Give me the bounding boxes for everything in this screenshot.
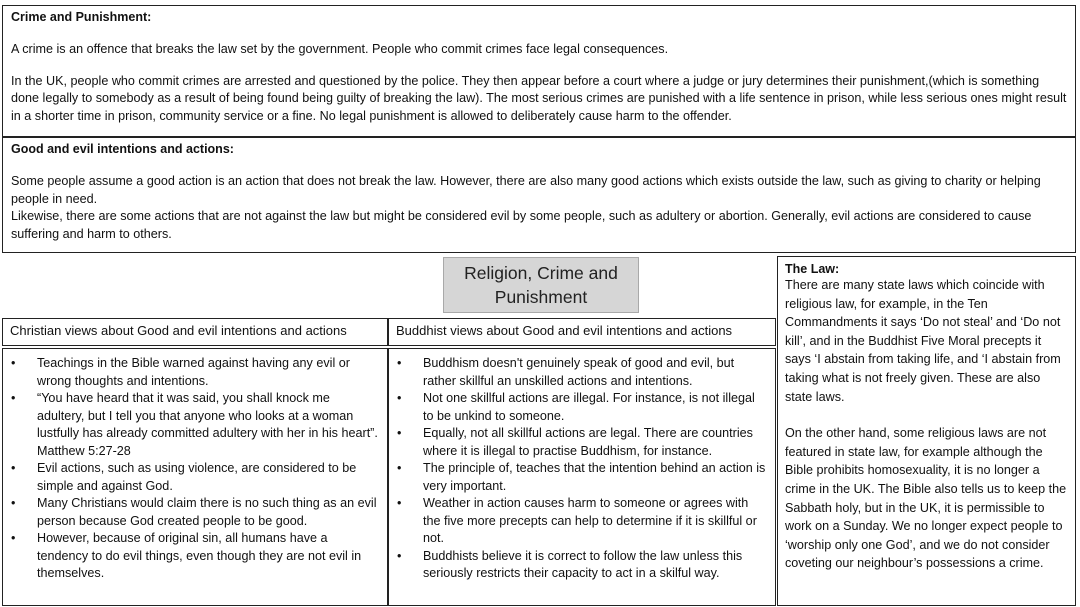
christian-views-header: Christian views about Good and evil intentions and actions [2, 318, 388, 346]
topic-title-box [443, 257, 639, 313]
bullet-icon: • [11, 531, 16, 545]
good-evil-paragraph-1: Some people assume a good action is an action that does not break the law. However, there are also many good actions which exists outside the law, such as giving to charity or helping people in need. [11, 174, 1041, 206]
topic-title-line-1: Religion, Crime and [464, 263, 618, 283]
law-heading: The Law: [785, 262, 840, 276]
bullet-icon: • [397, 356, 402, 370]
good-evil-section [2, 137, 1076, 253]
bullet-icon: • [11, 496, 16, 510]
list-item: • Buddhists believe it is correct to follow the law unless this seriously restricts their capacity to act in a skilful way. [397, 548, 743, 580]
law-paragraph-2: On the other hand, some religious laws are not featured in state law, for example although the Bible prohibits homosexuality, it is no longer a crime in the UK. The Bible also tells us to keep the Sabbath holy, but in the UK, it is permissible to work on a Sunday. We no longer expect people to ‘worship only one God’, and we do not consider coveting our neighbour’s possessions a crime. [785, 426, 1067, 571]
bullet-icon: • [397, 461, 402, 475]
list-item: • Evil actions, such as using violence, are considered to be simple and against God. [11, 461, 357, 493]
list-item: • Buddhism doesn't genuinely speak of good and evil, but rather skillful an unskilled actions and intentions. [397, 356, 735, 388]
bullet-icon: • [11, 461, 16, 475]
the-law-section [777, 256, 1076, 606]
list-item: • Weather in action causes harm to someone or agrees with the five more precepts can help to determine if it is skillful or not. [397, 496, 757, 545]
bullet-icon: • [11, 391, 16, 405]
list-item: • Many Christians would claim there is no such thing as an evil person because God created people to be good. [11, 496, 377, 528]
crime-paragraph-1: A crime is an offence that breaks the law set by the government. People who commit crimes face legal consequences. [11, 42, 669, 56]
bullet-icon: • [397, 496, 402, 510]
buddhist-views-header: Buddhist views about Good and evil intentions and actions [388, 318, 776, 346]
good-evil-paragraph-2: Likewise, there are some actions that are not against the law but might be considered evil by some people, such as adultery or abortion. Generally, evil actions are considered to cause suffering and harm to others. [11, 209, 1032, 241]
law-paragraph-1: There are many state laws which coincide with religious law, for example, in the Ten Commandments it says ‘Do not steal’ and ‘Do not kill’, and in the Buddhist Five Moral precepts it says ‘I abstain from taking life, and ‘I abstain from taking what is not freely given. These are also state laws. [785, 278, 1061, 404]
list-item: • “You have heard that it was said, you shall knock me adultery, but I tell you that anyone who looks at a woman lustfully has already committed adultery with her in his heart”. Matthew 5:27-28 [11, 391, 378, 458]
list-item: • Teachings in the Bible warned against having any evil or wrong thoughts and intentions. [11, 356, 350, 388]
crime-paragraph-2: In the UK, people who commit crimes are arrested and questioned by the police. They then appear before a court where a judge or jury determines their punishment,(which is something done legally to somebody as a result of being found being guilty of breaking the law). The most serious crimes are punished with a life sentence in prison, while less serious ones might result in a shorter time in prison, community service or a fine. No legal punishment is allowed to deliberately cause harm to the offender. [11, 73, 1067, 123]
crime-heading: Crime and Punishment: [11, 10, 152, 24]
christian-views-list [2, 348, 388, 606]
list-item: • However, because of original sin, all humans have a tendency to do evil things, even though they are not evil in themselves. [11, 531, 362, 580]
bullet-icon: • [11, 356, 16, 370]
bullet-icon: • [397, 426, 402, 440]
topic-title-line-2: Punishment [494, 287, 588, 307]
list-item: • Equally, not all skillful actions are legal. There are countries where it is illegal to practise Buddhism, for instance. [397, 426, 753, 458]
list-item: • The principle of, teaches that the intention behind an action is very important. [397, 461, 766, 493]
buddhist-views-list [388, 348, 776, 606]
good-evil-heading: Good and evil intentions and actions: [11, 142, 234, 156]
bullet-icon: • [397, 548, 402, 563]
crime-and-punishment-section [2, 5, 1076, 137]
list-item: • Not one skillful actions are illegal. For instance, is not illegal to be unkind to someone. [397, 391, 755, 423]
bullet-icon: • [397, 391, 402, 405]
